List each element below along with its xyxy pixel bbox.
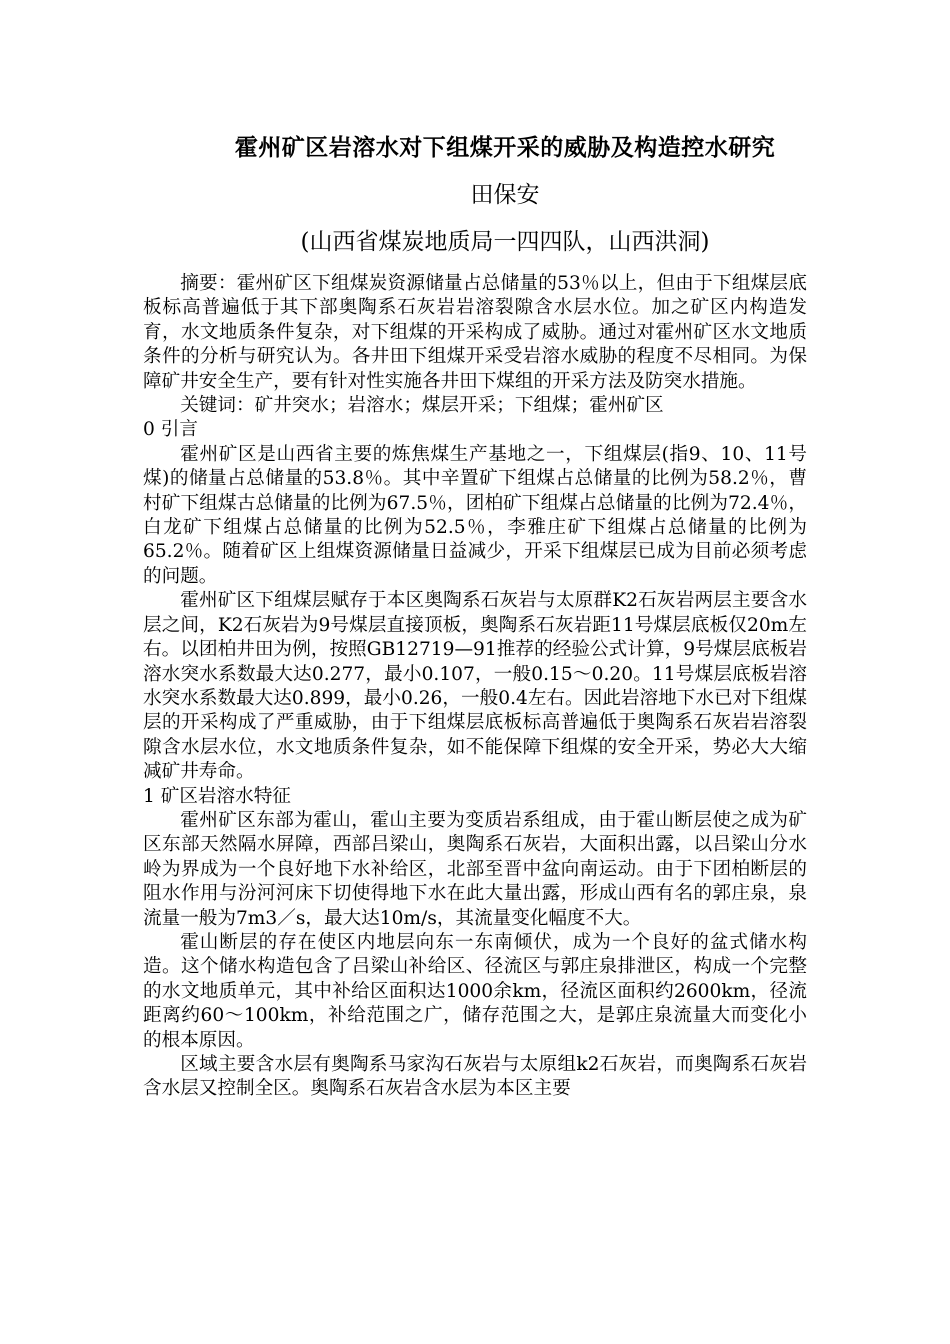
author-name: 田保安 xyxy=(470,182,540,208)
keywords-line: 关键词：矿井突水；岩溶水；煤层开采；下组煤；霍州矿区 xyxy=(180,395,664,417)
section-heading-karst-water: 1 矿区岩溶水特征 xyxy=(143,785,291,807)
body-paragraph: 霍州矿区东部为霍山，霍山主要为变质岩系组成，由于霍山断层使之成为矿区东部天然隔水屏障，西部吕梁山，奥陶系石灰岩，大面积出露，以吕梁山分水岭为界成为一个良好地下水补给区，北部至晋中盆向南运动。由于下团柏断层的阻水作用与汾河河床下切使得地下水在此大量出露，形成山西有名的郭庄泉，泉流量一般为7m3／s，最大达10m/s，其流量变化幅度不大。 xyxy=(143,809,807,929)
body-paragraph: 霍州矿区是山西省主要的炼焦煤生产基地之一，下组煤层(指9、10、11号煤)的储量占总储量的53.8％。其中辛置矿下组煤占总储量的比例为58.2％，曹村矿下组煤古总储量的比例为67.5％，团柏矿下组煤占总储量的比例为72.4％，白龙矿下组煤占总储量的比例为52.5％，李雅庄矿下组煤占总储量的比例为65.2％。随着矿区上组煤资源储量日益减少，开采下组煤层已成为目前必须考虑的问题。 xyxy=(143,443,807,587)
abstract-paragraph: 摘要：霍州矿区下组煤炭资源储量占总储量的53％以上，但由于下组煤层底板标高普遍低于其下部奥陶系石灰岩岩溶裂隙含水层水位。加之矿区内构造发育，水文地质条件复杂，对下组煤的开采构成了威胁。通过对霍州矿区水文地质条件的分析与研究认为。各井田下组煤开采受岩溶水威胁的程度不尽相同。为保障矿井安全生产，要有针对性实施各井田下煤组的开采方法及防突水措施。 xyxy=(143,273,807,392)
document-body xyxy=(143,272,807,1102)
section-heading-introduction: 0 引言 xyxy=(143,419,198,441)
paper-title: 霍州矿区岩溶水对下组煤开采的威胁及构造控水研究 xyxy=(234,134,776,161)
body-paragraph: 霍山断层的存在使区内地层向东一东南倾伏，成为一个良好的盆式储水构造。这个储水构造包含了吕梁山补给区、径流区与郭庄泉排泄区，构成一个完整的水文地质单元，其中补给区面积达1000余km，径流区面积约2600km，径流距离约60～100km，补给范围之广，储存范围之大，是郭庄泉流量大而变化小的根本原因。 xyxy=(143,931,807,1051)
author-affiliation: (山西省煤炭地质局一四四队，山西洪洞) xyxy=(300,229,710,255)
body-paragraph: 霍州矿区下组煤层赋存于本区奥陶系石灰岩与太原群K2石灰岩两层主要含水层之间，K2石灰岩为9号煤层直接顶板，奥陶系石灰岩距11号煤层底板仅20m左右。以团柏井田为例，按照GB12719—91推荐的经验公式计算，9号煤层底板岩溶水突水系数最大达0.277，最小0.107，一般0.15～0.20。11号煤层底板岩溶水突水系数最大达0.899，最小0.26，一般0.4左右。因此岩溶地下水已对下组煤层的开采构成了严重威胁，由于下组煤层底板标高普遍低于奥陶系石灰岩岩溶裂隙含水层水位，水文地质条件复杂，如不能保障下组煤的安全开采，势必大大缩减矿井寿命。 xyxy=(143,590,807,783)
body-paragraph: 区域主要含水层有奥陶系马家沟石灰岩与太原组k2石灰岩，而奥陶系石灰岩含水层又控制全区。奥陶系石灰岩含水层为本区主要 xyxy=(143,1054,807,1100)
document-page xyxy=(143,128,807,1102)
